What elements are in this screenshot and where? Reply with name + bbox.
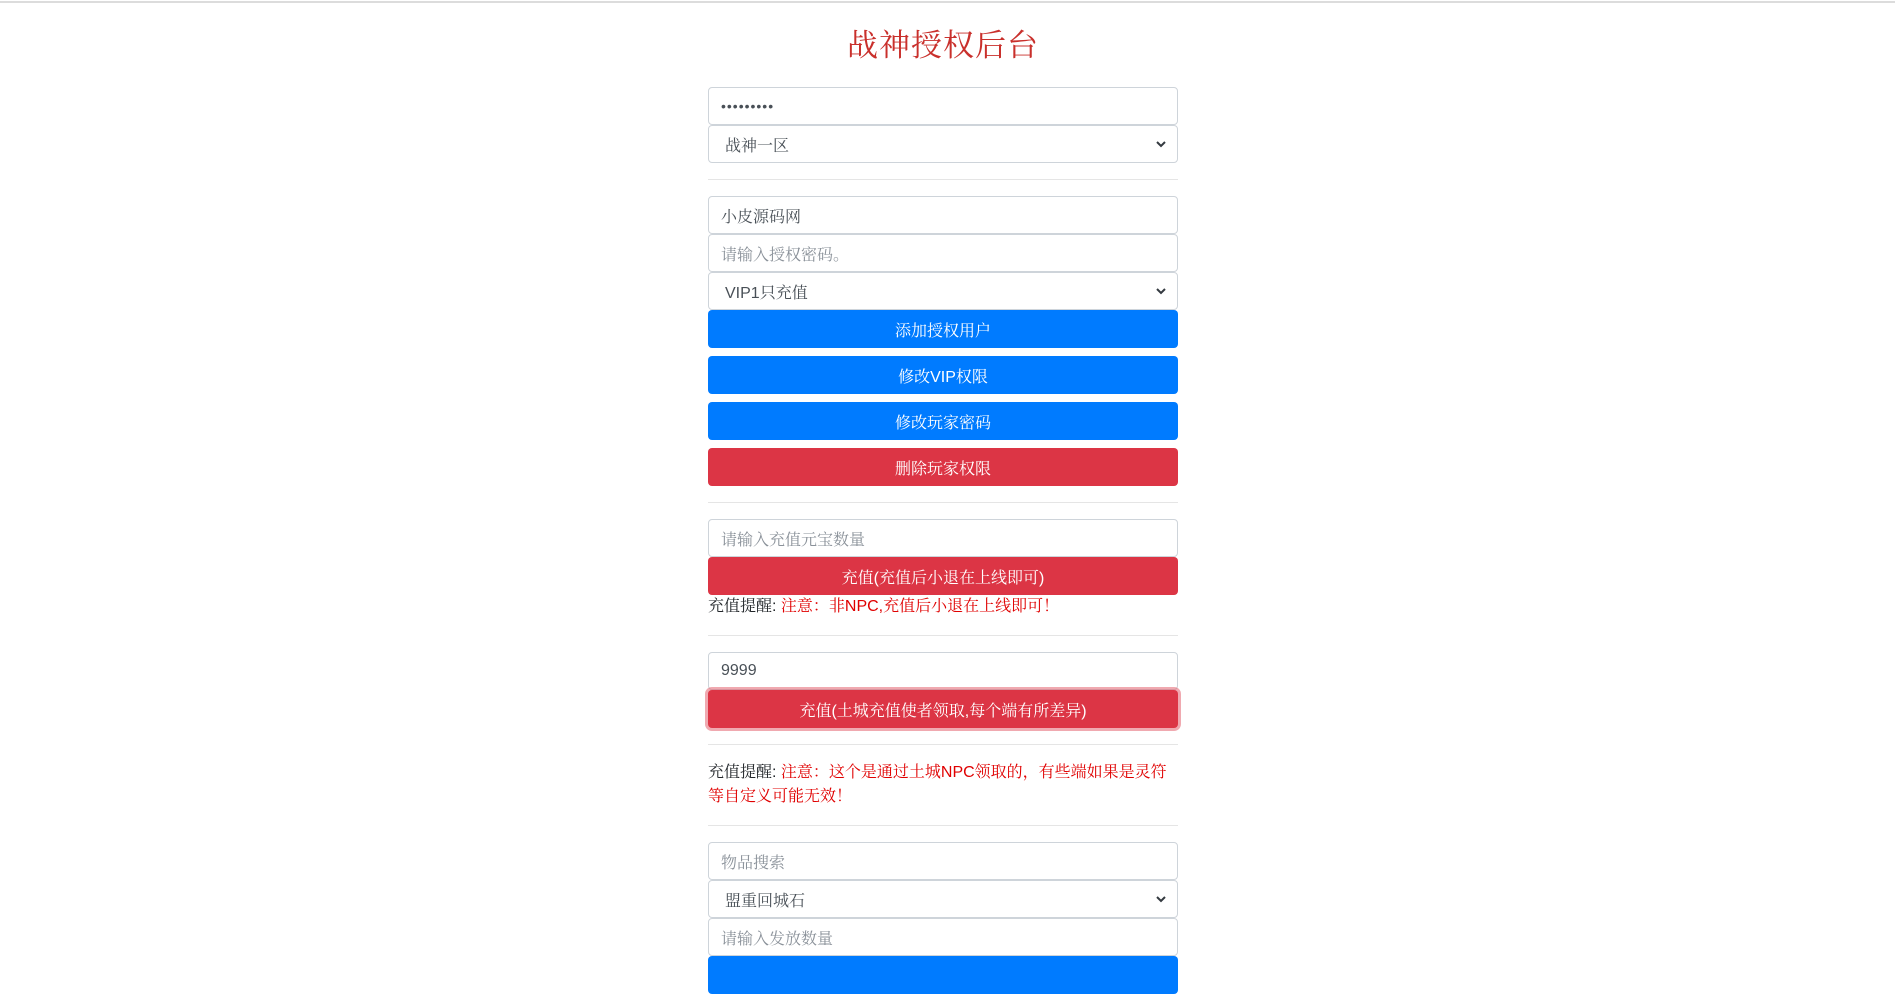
- item-search-input[interactable]: [708, 842, 1178, 880]
- chevron-down-icon: [1155, 893, 1167, 905]
- reminder-label: 充值提醒:: [708, 598, 777, 615]
- admin-password-input[interactable]: [708, 87, 1178, 125]
- reminder-label: 充值提醒:: [708, 764, 777, 781]
- account-input[interactable]: [708, 196, 1178, 234]
- vip-level-select[interactable]: [708, 272, 1178, 310]
- npc-amount-value: 9999: [721, 662, 757, 679]
- add-auth-user-button[interactable]: 添加授权用户: [708, 310, 1178, 348]
- server-select-value: 战神一区: [725, 137, 790, 155]
- item-search-placeholder: 物品搜索: [721, 854, 786, 872]
- divider: [708, 502, 1178, 503]
- recharge-reminder: [708, 595, 1178, 619]
- modify-player-password-button[interactable]: 修改玩家密码: [708, 402, 1178, 440]
- auth-password-input[interactable]: [708, 234, 1178, 272]
- yuanbao-amount-input[interactable]: [708, 519, 1178, 557]
- yuanbao-placeholder: 请输入充值元宝数量: [721, 531, 866, 549]
- chevron-down-icon: [1155, 285, 1167, 297]
- top-border: [0, 1, 1895, 3]
- server-select[interactable]: [708, 125, 1178, 163]
- vip-select-value: VIP1只充值: [725, 284, 808, 302]
- delete-player-permission-button[interactable]: 删除玩家权限: [708, 448, 1178, 486]
- quantity-placeholder: 请输入发放数量: [721, 930, 834, 948]
- divider: [708, 635, 1178, 636]
- recharge-button[interactable]: 充值(充值后小退在上线即可): [708, 557, 1178, 595]
- page-title: 战神授权后台: [847, 28, 1039, 63]
- account-input-value: 小皮源码网: [721, 208, 802, 226]
- quantity-input[interactable]: [708, 918, 1178, 956]
- chevron-down-icon: [1155, 138, 1167, 150]
- divider: [708, 825, 1178, 826]
- modify-vip-button[interactable]: 修改VIP权限: [708, 356, 1178, 394]
- npc-recharge-amount-input[interactable]: [708, 652, 1178, 690]
- item-select[interactable]: [708, 880, 1178, 918]
- password-mask: •••••••••: [721, 98, 775, 114]
- send-item-button[interactable]: [708, 956, 1178, 994]
- npc-recharge-reminder: [708, 761, 1178, 809]
- item-select-value: 盟重回城石: [725, 892, 806, 910]
- divider: [708, 744, 1178, 745]
- reminder-message: 注意：这个是通过土城NPC领取的，有些端如果是灵符等自定义可能无效！: [708, 764, 1167, 805]
- reminder-message: 注意：非NPC,充值后小退在上线即可！: [776, 598, 1060, 615]
- npc-recharge-button[interactable]: 充值(土城充值使者领取,每个端有所差异): [708, 690, 1178, 728]
- auth-password-placeholder: 请输入授权密码。: [721, 246, 850, 264]
- divider: [708, 179, 1178, 180]
